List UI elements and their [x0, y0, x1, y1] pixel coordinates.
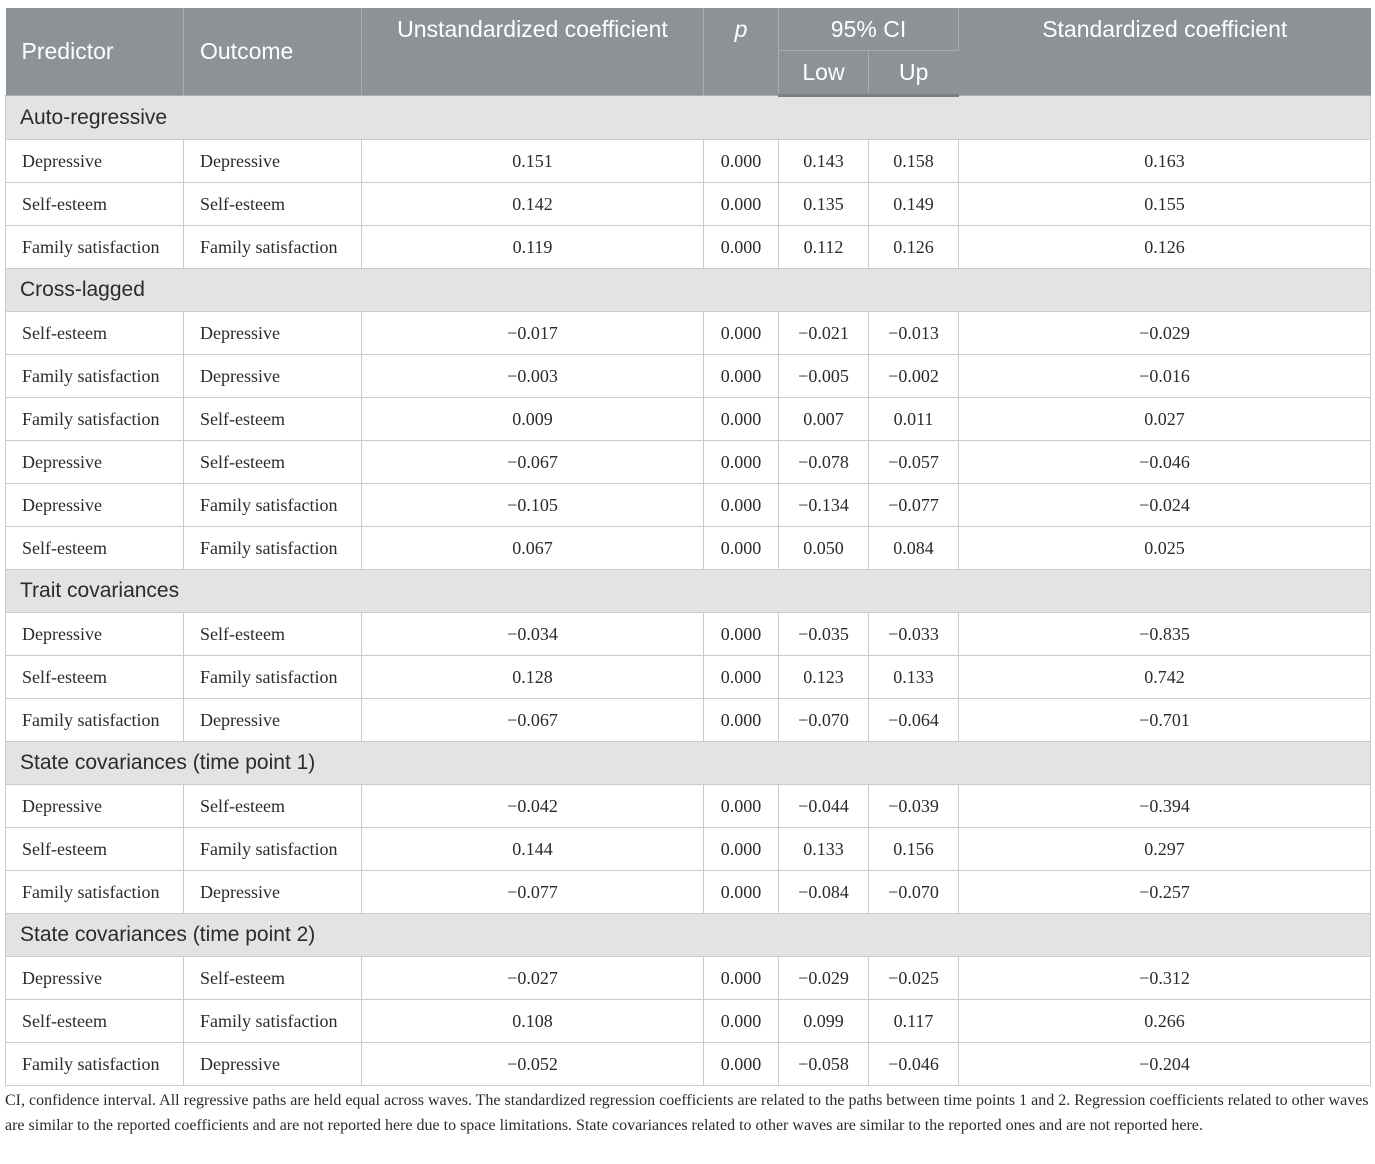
cell-unstandardized-coefficient: −0.105: [362, 484, 704, 527]
cell-outcome: Depressive: [184, 312, 362, 355]
table-row: [6, 1000, 1371, 1043]
table-row: [6, 527, 1371, 570]
table-row: [6, 828, 1371, 871]
cell-ci-up: −0.033: [869, 613, 959, 656]
cell-p-value: 0.000: [704, 1000, 779, 1043]
cell-ci-low: 0.143: [779, 140, 869, 183]
cell-unstandardized-coefficient: −0.034: [362, 613, 704, 656]
cell-outcome: Self-esteem: [184, 398, 362, 441]
cell-p-value: 0.000: [704, 527, 779, 570]
cell-outcome: Depressive: [184, 140, 362, 183]
cell-standardized-coefficient: −0.835: [959, 613, 1371, 656]
cell-unstandardized-coefficient: −0.003: [362, 355, 704, 398]
cell-unstandardized-coefficient: −0.017: [362, 312, 704, 355]
cell-ci-low: −0.058: [779, 1043, 869, 1086]
cell-unstandardized-coefficient: 0.142: [362, 183, 704, 226]
cell-ci-up: 0.011: [869, 398, 959, 441]
cell-standardized-coefficient: 0.266: [959, 1000, 1371, 1043]
cell-standardized-coefficient: −0.257: [959, 871, 1371, 914]
cell-outcome: Self-esteem: [184, 183, 362, 226]
header-95-ci: 95% CI: [779, 8, 959, 51]
cell-ci-up: −0.057: [869, 441, 959, 484]
cell-standardized-coefficient: −0.204: [959, 1043, 1371, 1086]
cell-predictor: Family satisfaction: [6, 1043, 184, 1086]
table-row: [6, 957, 1371, 1000]
results-table-container: [5, 8, 1370, 1086]
header-ci-up: Up: [869, 51, 959, 96]
cell-unstandardized-coefficient: 0.128: [362, 656, 704, 699]
cell-ci-low: 0.112: [779, 226, 869, 269]
cell-unstandardized-coefficient: 0.108: [362, 1000, 704, 1043]
cell-ci-low: −0.005: [779, 355, 869, 398]
cell-ci-low: 0.050: [779, 527, 869, 570]
section-header-row: [6, 96, 1371, 140]
cell-outcome: Self-esteem: [184, 785, 362, 828]
cell-unstandardized-coefficient: −0.077: [362, 871, 704, 914]
cell-p-value: 0.000: [704, 1043, 779, 1086]
cell-standardized-coefficient: 0.297: [959, 828, 1371, 871]
cell-predictor: Family satisfaction: [6, 398, 184, 441]
cell-ci-low: 0.133: [779, 828, 869, 871]
cell-outcome: Self-esteem: [184, 613, 362, 656]
cell-standardized-coefficient: −0.016: [959, 355, 1371, 398]
cell-ci-up: −0.013: [869, 312, 959, 355]
cell-predictor: Depressive: [6, 441, 184, 484]
cell-ci-up: 0.117: [869, 1000, 959, 1043]
cell-p-value: 0.000: [704, 957, 779, 1000]
table-row: [6, 699, 1371, 742]
section-header-row: [6, 570, 1371, 613]
cell-ci-low: −0.078: [779, 441, 869, 484]
table-row: [6, 312, 1371, 355]
cell-p-value: 0.000: [704, 699, 779, 742]
cell-ci-up: 0.158: [869, 140, 959, 183]
cell-standardized-coefficient: −0.394: [959, 785, 1371, 828]
table-row: [6, 140, 1371, 183]
cell-unstandardized-coefficient: −0.067: [362, 441, 704, 484]
table-row: [6, 441, 1371, 484]
cell-ci-low: −0.134: [779, 484, 869, 527]
cell-predictor: Self-esteem: [6, 312, 184, 355]
table-row: [6, 1043, 1371, 1086]
cell-unstandardized-coefficient: −0.042: [362, 785, 704, 828]
cell-ci-up: −0.064: [869, 699, 959, 742]
cell-p-value: 0.000: [704, 398, 779, 441]
cell-unstandardized-coefficient: 0.144: [362, 828, 704, 871]
cell-outcome: Family satisfaction: [184, 484, 362, 527]
cell-outcome: Depressive: [184, 699, 362, 742]
cell-p-value: 0.000: [704, 484, 779, 527]
cell-predictor: Self-esteem: [6, 183, 184, 226]
table-header: [6, 8, 1371, 96]
cell-predictor: Depressive: [6, 957, 184, 1000]
table-row: [6, 398, 1371, 441]
section-header-row: [6, 742, 1371, 785]
cell-ci-up: −0.002: [869, 355, 959, 398]
section-header-row: [6, 269, 1371, 312]
cell-predictor: Depressive: [6, 785, 184, 828]
results-table: [5, 8, 1371, 1086]
cell-standardized-coefficient: 0.155: [959, 183, 1371, 226]
cell-standardized-coefficient: 0.027: [959, 398, 1371, 441]
cell-outcome: Family satisfaction: [184, 527, 362, 570]
cell-ci-low: 0.099: [779, 1000, 869, 1043]
table-row: [6, 871, 1371, 914]
cell-p-value: 0.000: [704, 355, 779, 398]
cell-p-value: 0.000: [704, 312, 779, 355]
header-predictor: Predictor: [6, 8, 184, 96]
cell-predictor: Depressive: [6, 484, 184, 527]
cell-predictor: Family satisfaction: [6, 871, 184, 914]
cell-ci-low: −0.021: [779, 312, 869, 355]
cell-standardized-coefficient: −0.029: [959, 312, 1371, 355]
cell-standardized-coefficient: −0.024: [959, 484, 1371, 527]
cell-p-value: 0.000: [704, 785, 779, 828]
cell-ci-up: 0.133: [869, 656, 959, 699]
table-row: [6, 484, 1371, 527]
cell-outcome: Self-esteem: [184, 957, 362, 1000]
table-row: [6, 183, 1371, 226]
header-unstandardized-coefficient: Unstandardized coefficient: [362, 8, 704, 96]
cell-predictor: Self-esteem: [6, 1000, 184, 1043]
cell-ci-up: −0.039: [869, 785, 959, 828]
cell-ci-up: 0.156: [869, 828, 959, 871]
section-title: Auto-regressive: [6, 96, 1371, 140]
table-row: [6, 785, 1371, 828]
section-title: State covariances (time point 2): [6, 914, 1371, 957]
cell-ci-low: −0.084: [779, 871, 869, 914]
cell-predictor: Family satisfaction: [6, 699, 184, 742]
cell-ci-up: −0.077: [869, 484, 959, 527]
cell-p-value: 0.000: [704, 828, 779, 871]
cell-outcome: Family satisfaction: [184, 226, 362, 269]
cell-ci-up: −0.070: [869, 871, 959, 914]
table-row: [6, 355, 1371, 398]
cell-ci-low: −0.044: [779, 785, 869, 828]
cell-outcome: Depressive: [184, 1043, 362, 1086]
cell-ci-up: −0.046: [869, 1043, 959, 1086]
cell-outcome: Depressive: [184, 871, 362, 914]
cell-p-value: 0.000: [704, 226, 779, 269]
cell-ci-low: 0.123: [779, 656, 869, 699]
cell-ci-up: 0.126: [869, 226, 959, 269]
cell-unstandardized-coefficient: 0.067: [362, 527, 704, 570]
cell-ci-low: 0.135: [779, 183, 869, 226]
cell-outcome: Self-esteem: [184, 441, 362, 484]
cell-predictor: Depressive: [6, 613, 184, 656]
cell-standardized-coefficient: 0.025: [959, 527, 1371, 570]
cell-standardized-coefficient: 0.742: [959, 656, 1371, 699]
cell-p-value: 0.000: [704, 656, 779, 699]
cell-p-value: 0.000: [704, 183, 779, 226]
section-title: Trait covariances: [6, 570, 1371, 613]
cell-unstandardized-coefficient: 0.119: [362, 226, 704, 269]
section-title: Cross-lagged: [6, 269, 1371, 312]
cell-p-value: 0.000: [704, 140, 779, 183]
cell-standardized-coefficient: −0.046: [959, 441, 1371, 484]
cell-standardized-coefficient: 0.163: [959, 140, 1371, 183]
cell-standardized-coefficient: −0.701: [959, 699, 1371, 742]
table-row: [6, 656, 1371, 699]
cell-unstandardized-coefficient: 0.151: [362, 140, 704, 183]
cell-outcome: Family satisfaction: [184, 656, 362, 699]
cell-predictor: Self-esteem: [6, 828, 184, 871]
table-body: [6, 96, 1371, 1086]
header-outcome: Outcome: [184, 8, 362, 96]
cell-unstandardized-coefficient: −0.052: [362, 1043, 704, 1086]
cell-standardized-coefficient: −0.312: [959, 957, 1371, 1000]
table-row: [6, 613, 1371, 656]
section-title: State covariances (time point 1): [6, 742, 1371, 785]
cell-predictor: Depressive: [6, 140, 184, 183]
cell-ci-up: −0.025: [869, 957, 959, 1000]
cell-ci-low: −0.029: [779, 957, 869, 1000]
cell-ci-low: −0.035: [779, 613, 869, 656]
table-row: [6, 226, 1371, 269]
cell-outcome: Depressive: [184, 355, 362, 398]
cell-outcome: Family satisfaction: [184, 1000, 362, 1043]
cell-predictor: Family satisfaction: [6, 355, 184, 398]
table-footnote: CI, confidence interval. All regressive paths are held equal across waves. The standardized regression coefficients are related to the paths between time points 1 and 2. Regression coefficients related to other waves are similar to the reported coefficients and are not reported here due to space limitations. State covariances related to other waves are similar to the reported ones and are not reported here.: [5, 1092, 1369, 1134]
cell-p-value: 0.000: [704, 613, 779, 656]
cell-outcome: Family satisfaction: [184, 828, 362, 871]
cell-standardized-coefficient: 0.126: [959, 226, 1371, 269]
cell-p-value: 0.000: [704, 441, 779, 484]
cell-ci-up: 0.149: [869, 183, 959, 226]
cell-predictor: Self-esteem: [6, 527, 184, 570]
cell-unstandardized-coefficient: −0.027: [362, 957, 704, 1000]
header-standardized-coefficient: Standardized coefficient: [959, 8, 1371, 96]
cell-ci-low: −0.070: [779, 699, 869, 742]
cell-predictor: Family satisfaction: [6, 226, 184, 269]
header-ci-low: Low: [779, 51, 869, 96]
cell-unstandardized-coefficient: −0.067: [362, 699, 704, 742]
cell-unstandardized-coefficient: 0.009: [362, 398, 704, 441]
cell-ci-up: 0.084: [869, 527, 959, 570]
cell-predictor: Self-esteem: [6, 656, 184, 699]
header-p-value: p: [704, 8, 779, 96]
cell-p-value: 0.000: [704, 871, 779, 914]
cell-ci-low: 0.007: [779, 398, 869, 441]
section-header-row: [6, 914, 1371, 957]
